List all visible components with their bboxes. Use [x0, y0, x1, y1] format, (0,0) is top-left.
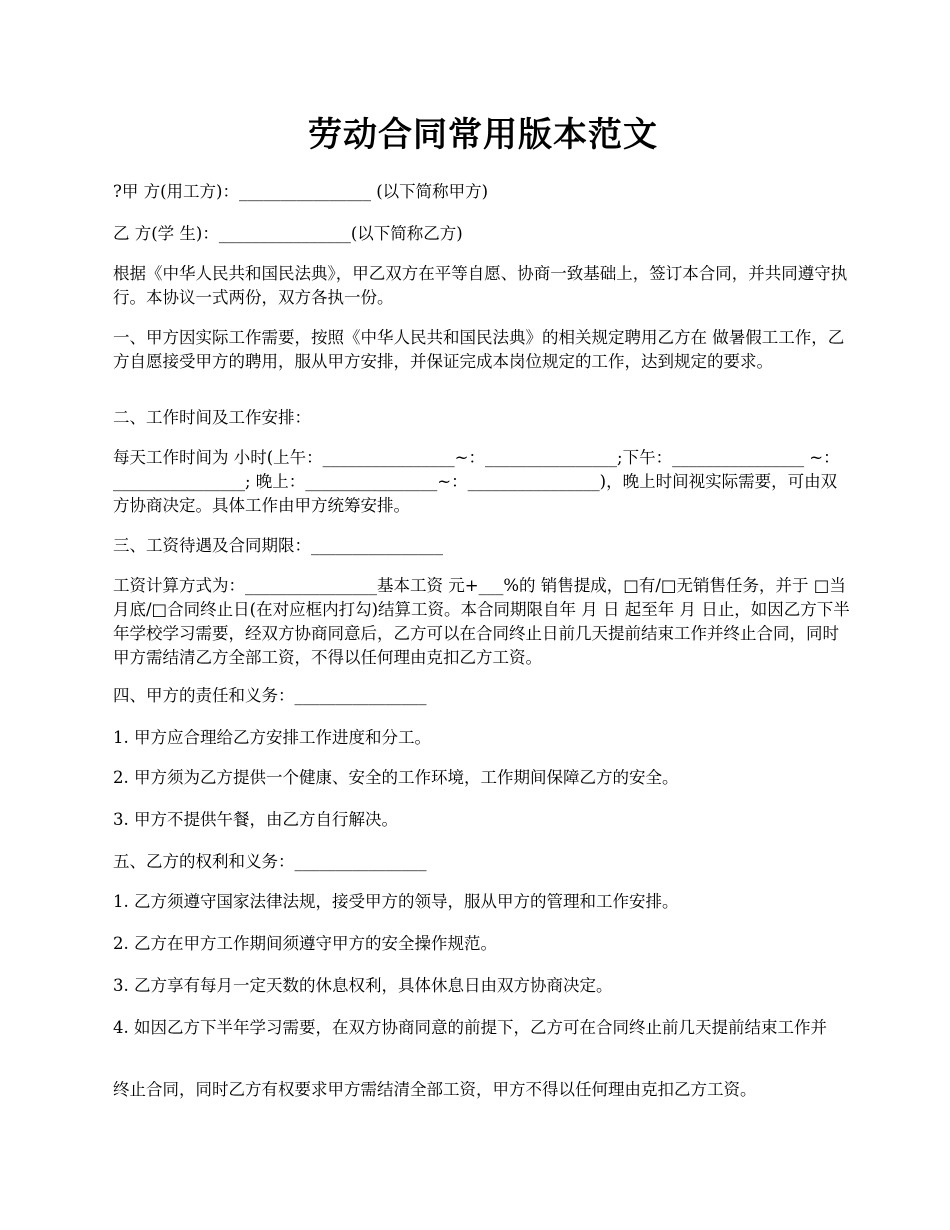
- party-b-line: 乙 方(学 生)：________________(以下简称乙方): [113, 224, 463, 243]
- section-4-item: 2. 甲方须为乙方提供一个健康、安全的工作环境，工作期间保障乙方的安全。: [113, 768, 679, 787]
- party-a-line: ?甲 方(用工方)：________________ (以下简称甲方): [113, 182, 489, 201]
- section-4-item: 1. 甲方应合理给乙方安排工作进度和分工。: [113, 728, 431, 747]
- section-3-heading: 三、工资待遇及合同期限：________________: [113, 536, 443, 555]
- section-2-heading: 二、工作时间及工作安排：: [113, 408, 311, 427]
- section-4-heading: 四、甲方的责任和义务：________________: [113, 686, 427, 705]
- document-title: 劳动合同常用版本范文: [308, 115, 658, 155]
- section-2-paragraph: 每天工作时间为 小时(上午：________________~：________________;下午：________________ ~：________________; 晚上：________________~：________________)，晚上时间视实际需要，可由双方协商决定。具体工作由甲方统筹安排。: [113, 448, 840, 515]
- closing-paragraph: 终止合同，同时乙方有权要求甲方需结清全部工资，甲方不得以任何理由克扣乙方工资。: [113, 1080, 757, 1099]
- section-5-item: 2. 乙方在甲方工作期间须遵守甲方的安全操作规范。: [113, 934, 497, 953]
- section-1-paragraph: 一、甲方因实际工作需要，按照《中华人民共和国民法典》的相关规定聘用乙方在 做暑假工工作，乙方自愿接受甲方的聘用，服从甲方安排，并保证完成本岗位规定的工作，达到规定的要求。: [113, 328, 845, 371]
- section-5-heading: 五、乙方的权利和义务：________________: [113, 852, 427, 871]
- section-5-item: 4. 如因乙方下半年学习需要，在双方协商同意的前提下，乙方可在合同终止前几天提前结束工作并: [113, 1018, 827, 1037]
- intro-paragraph: 根据《中华人民共和国民法典》，甲乙双方在平等自愿、协商一致基础上，签订本合同，并共同遵守执行。本协议一式两份，双方各执一份。: [113, 264, 848, 307]
- section-4-item: 3. 甲方不提供午餐，由乙方自行解决。: [113, 810, 398, 829]
- section-3-paragraph: 工资计算方式为：________________基本工资 元+___%的 销售提成，□有/□无销售任务，并于 □当月底/□合同终止日(在对应框内打勾)结算工资。本合同期限自年 月 日 起至年 月 日止，如因乙方下半年学校学习需要，经双方协商同意后，乙方可以在合同终止日前几天提前结束工作并终止合同，同时甲方需结清乙方全部工资，不得以任何理由克扣乙方工资。: [113, 576, 850, 667]
- section-5-item: 3. 乙方享有每月一定天数的休息权利，具体休息日由双方协商决定。: [113, 976, 613, 995]
- section-5-item: 1. 乙方须遵守国家法律法规，接受甲方的领导，服从甲方的管理和工作安排。: [113, 892, 679, 911]
